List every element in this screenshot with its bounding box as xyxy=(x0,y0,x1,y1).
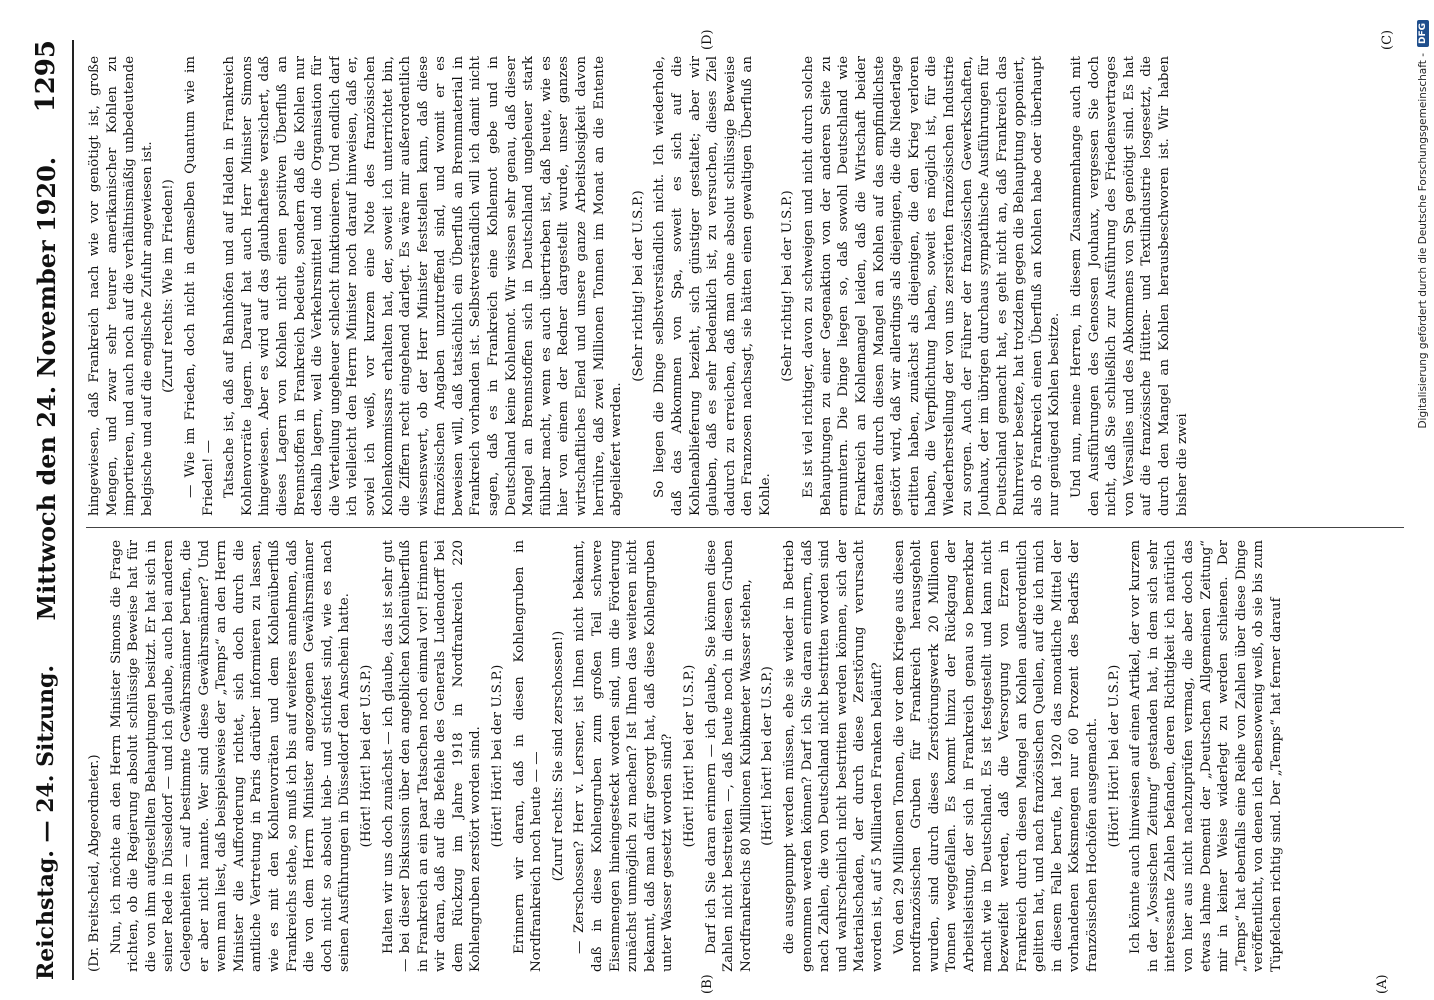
margin-letter-b: (B) xyxy=(700,974,715,994)
interjection: (Hört! Hört! bei der U.S.P.) xyxy=(682,664,697,848)
speaker-line: (Dr. Breitscheid, Abgeordneter.) xyxy=(87,754,102,972)
dfg-logo: DFG xyxy=(1417,20,1429,47)
paragraph: — Zerschossen? Herr v. Lersner, ist Ihnen nicht bekannt, daß in diese Kohlengruben zum großen Teil schwere Eisenmengen hineingesteckt worden sind, um die Förderung zunächst unmöglich zu machen? Ist Ihnen das weiteren nicht bekannt, daß man dafür gesorgt hat, daß diese Kohlengruben unter Wasser gesetzt worden sind? xyxy=(572,540,676,972)
paragraph: hingewiesen, daß Frankreich nach wie vor genötigt ist, große Mengen, und zwar sehr teurer amerikanischer Kohlen zu importieren, und auch noch auf die verhältnismäßig unbedeutende belgische und auf die englische Zufuhr angewiesen ist. xyxy=(87,56,155,516)
paragraph: Erinnern wir daran, daß in diesen Kohlengruben in Nordfrankreich noch heute — — xyxy=(511,540,545,972)
paragraph: — Wie im Frieden, doch nicht in demselben Quantum wie im Frieden! — xyxy=(182,56,216,516)
paragraph: Und nun, meine Herren, in diesem Zusammenhange auch mit den Ausführungen des Genossen Jouhaux, vergessen Sie doch nicht, daß Sie schließlich zur Ausführung des Friedensvertrages von Versailles und des Abkommens von Spa genötigt sind. Es hat auf die französische Hütten- und Textilindustrie losgesetzt, die durch den Mangel an Kohlen herausbeschworen ist. Wir haben bisher die zwei xyxy=(1069,56,1190,516)
column-divider xyxy=(86,527,1404,528)
margin-letter-a: (A) xyxy=(1375,974,1390,994)
paragraph: Tatsache ist, daß auf Bahnhöfen und auf Halden in Frankreich Kohlenvorräte lagern. Darauf hat auch Herr Minister Simons hingewiesen. Aber es wird auf das glaubhafteste versichert, daß dieses Lagern von Kohlen nicht einen positiven Überfluß an Brennstoffen in Frankreich bedeute, sondern daß die Kohlen nur deshalb lagern, weil die Verkehrsmittel und die Organisation für die Verteilung ungeheuer schlecht funktionieren. Und endlich darf ich vielleicht den Herrn Minister noch darauf hinweisen, daß er, soviel ich weiß, vor kurzem eine Note des französischen Kohlenkommissars erhalten hat, der, soweit ich unterrichtet bin, die Ziffern recht eingehend darlegt. Es wäre mir außerordentlich wissenswert, ob der Herr Minister feststellen kann, daß diese französischen Angaben unzutreffend sind, und womit er es beweisen will, daß tatsächlich ein Überfluß an Brennmaterial in Frankreich vorhanden ist. Selbstverständlich will ich damit nicht sagen, daß es in Frankreich eine Kohlennot gebe und in Deutschland keine Kohlennot. Wir wissen sehr genau, daß dieser Mangel an Brennstoffen sich in Deutschland ungeheuer stark fühlbar macht, wenn es auch übertrieben ist, daß heute, wie es hier von einem der Redner dargestellt wurde, unser ganzes wirtschaftliches Elend und unsere ganze Arbeitslosigkeit davon herrühre, daß zwei Millionen Tonnen im Monat an die Entente abgeliefert werden. xyxy=(222,56,625,516)
left-column xyxy=(86,540,1414,972)
interjection: (Hört! hört! bei der U.S.P.) xyxy=(760,666,776,846)
paragraph: Es ist viel richtiger, davon zu schweigen und nicht durch solche Behauptungen zu einer Gegenaktion von der anderen Seite zu ermuntern. Die Dinge liegen so, daß sowohl Deutschland wie Frankreich an Kohlemangel leiden, daß die Wirtschaft beider Staaten durch diesen Mangel an Kohlen auf das empfindlichste gestört wird, daß wir allerdings als diejenigen, die die Niederlage erlitten haben, zunächst als diejenigen, die den Krieg verloren haben, die Verpflichtung haben, soweit es möglich ist, für die Wiederherstellung der von uns zerstörten französischen Industrie zu sorgen. Auch der Führer der französischen Gewerkschaften, Jouhaux, der im übrigen durchaus sympathische Ausführungen für Deutschland gemacht hat, es geht nicht an, daß Frankreich das Ruhrrevier besetze, hat trotzdem gegen die Behauptung opponiert, als ob Frankreich einen Überfluß an Kohlen habe oder überhaupt nur genügend Kohlen besitze. xyxy=(801,56,1063,516)
paragraph: Halten wir uns doch zunächst — ich glaube, das ist sehr gut — bei dieser Diskussion über den angeblichen Kohlenüberfluß in Frankreich an ein paar Tatsachen noch einmal vor! Erinnern wir daran, daß auf die Befehle des Generals Ludendorff bei dem Rückzug im Jahre 1918 in Nordfrankreich 220 Kohlengruben zerstört worden sind. xyxy=(380,540,484,972)
right-column xyxy=(86,56,1414,516)
page-number: 1295 xyxy=(31,40,61,113)
interjection: (Sehr richtig! bei der U.S.P.) xyxy=(779,190,795,382)
interjection: (Hört! Hört! bei der U.S.P.) xyxy=(490,664,506,848)
digitization-credit xyxy=(1414,20,1432,980)
interjection: (Zuruf rechts: Wie im Frieden!) xyxy=(161,179,177,393)
interjection: (Zuruf rechts: Sie sind zerschossen!) xyxy=(550,630,566,882)
header-date: Mittwoch den 24. November 1920. xyxy=(31,156,61,621)
paragraph: Darf ich Sie daran erinnern — ich glaube, Sie können diese Zahlen nicht bestreiten —, daß heute noch in diesen Gruben Nordfrankreichs 80 Millionen Kubikmeter Wasser stehen, xyxy=(703,540,754,972)
paragraph: So liegen die Dinge selbstverständlich nicht. Ich wiederhole, daß das Abkommen von Spa, soweit es sich auf die Kohlenablieferung bezieht, sich günstiger gestaltet; aber wir glauben, daß es sehr bedenklich ist, zu versuchen, dieses Ziel dadurch zu erreichen, daß man ohne absolut schlüssige Beweise den Franzosen nachsagt, sie hätten einen gewaltigen Überfluß an Kohle. xyxy=(652,56,773,516)
interjection: (Hört! Hört! bei der U.S.P.) xyxy=(358,664,374,848)
paragraph: Nun, ich möchte an den Herrn Minister Simons die Frage richten, ob die Regierung absolut schlüssige Beweise hat für die von ihm aufgestellten Behauptungen besitzt. Er hat sich in seiner Rede in Düsseldorf — und ich glaube, auch bei anderen Gelegenheiten — auf bestimmte Gewährsmänner berufen, die er aber nicht nannte. Wer sind diese Gewährsmänner? Und wenn man liest, daß beispielsweise der „Temps“ an den Herrn Minister die Aufforderung richtet, sich doch durch die amtliche Vertretung in Paris darüber informieren zu lassen, wie es mit den Kohlenvorräten und dem Kohlenüberfluß Frankreichs stehe, so muß ich bis auf weiteres annehmen, daß die von dem Herrn Minister angezogenen Gewährsmänner doch nicht so absolut hieb- und stichfest sind, wie es nach seinen Ausführungen in Düsseldorf den Anschein hatte. xyxy=(108,540,353,972)
interjection: (Sehr richtig! bei der U.S.P.) xyxy=(630,190,646,382)
margin-letter-d: (D) xyxy=(700,29,715,50)
paragraph: Ich könnte auch hinweisen auf einen Artikel, der vor kurzem in der „Vossischen Zeitung“ gestanden hat, in dem sich sehr interessante Zahlen befanden, deren Richtigkeit ich natürlich von hier aus nicht nachzuprüfen vermag, die aber doch das etwas lahme Dementi der „Deutschen Allgemeinen Zeitung“ mir in keiner Weise widerlegt zu werden schienen. Der „Temps“ hat ebenfalls eine Reihe von Zahlen über diese Dinge veröffentlicht, von denen ich ebensowenig weiß, ob sie bis zum Tüpfelchen richtig sind. Der „Temps“ hat ferner darauf xyxy=(1128,540,1284,972)
interjection: (Hört! Hört! bei der U.S.P.) xyxy=(1106,664,1122,848)
paragraph: die ausgepumpt werden müssen, ehe sie wieder in Betrieb genommen werden können? Darf ich Sie daran erinnern, daß nach Zahlen, die von Deutschland nicht bestritten worden sind und wahrscheinlich nicht bestritten werden können, sich der Materialschaden, der durch diese Zerstörung verursacht worden ist, auf 5 Milliarden Franken beläuft? xyxy=(781,540,885,972)
credit-text: Digitalisierung gefördert durch die Deutsche Forschungsgemeinschaft - xyxy=(1417,53,1429,429)
paragraph: Von den 29 Millionen Tonnen, die vor dem Kriege aus diesen nordfranzösischen Gruben für Frankreich herausgeholt wurden, sind durch dieses Zerstörungswerk 20 Millionen Tonnen weggefallen. Es kommt hinzu der Rückgang der Arbeitsleistung, der sich in Frankreich genau so bemerkbar macht wie in Deutschland. Es ist festgestellt und kann nicht bezweifelt werden, daß die Versorgung von Erzen in Frankreich durch diesen Mangel an Kohlen außerordentlich gelitten hat, und nach französischen Quellen, auf die ich mich in diesem Falle berufe, hat 1920 das monatliche Mittel der vorhandenen Koksmengen nur 60 Prozent des Bedarfs der französischen Hochöfen ausgemacht. xyxy=(891,540,1101,972)
header-left-title: Reichstag. — 24. Sitzung. xyxy=(33,664,59,980)
page-header xyxy=(20,40,74,980)
margin-letter-c: (C) xyxy=(1380,29,1395,50)
